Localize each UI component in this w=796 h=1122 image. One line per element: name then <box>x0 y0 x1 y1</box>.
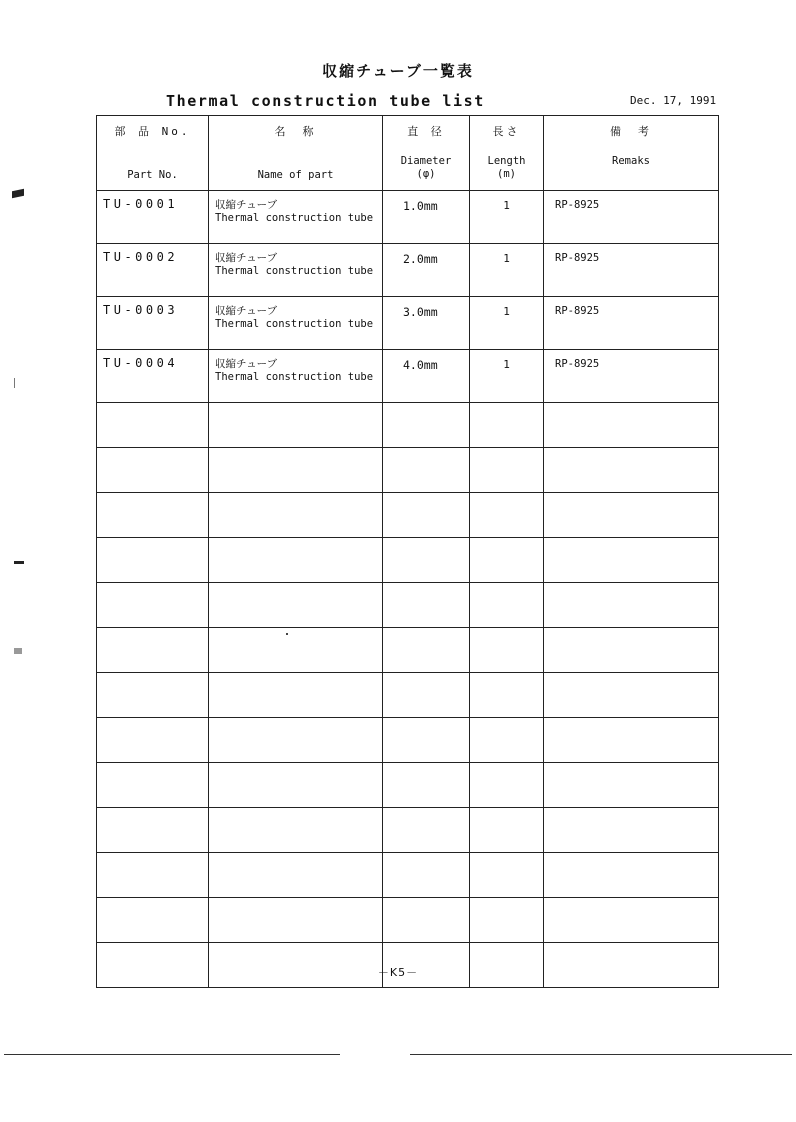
cell-diameter: 4.0mm <box>383 350 470 403</box>
empty-cell <box>470 403 544 448</box>
column-header-en-line1: Diameter <box>400 155 452 167</box>
column-header-en <box>470 155 543 181</box>
empty-cell <box>470 673 544 718</box>
empty-table-row <box>97 718 719 763</box>
cell-name <box>209 297 383 350</box>
column-header-jp: 直 径 <box>407 125 445 138</box>
column-header-en-line2: (m) <box>497 168 516 180</box>
cell-length: 1 <box>470 244 544 297</box>
empty-cell <box>470 718 544 763</box>
cell-diameter: 2.0mm <box>383 244 470 297</box>
cell-remarks: RP-8925 <box>544 297 719 350</box>
empty-cell <box>470 808 544 853</box>
cell-name-en: Thermal construction tube <box>215 371 374 383</box>
empty-cell <box>544 493 719 538</box>
scan-artifact-mark <box>14 648 22 654</box>
empty-table-row <box>97 673 719 718</box>
page-number: －K5－ <box>377 966 419 979</box>
column-header-en-line1: Length <box>487 155 526 167</box>
empty-table-row <box>97 898 719 943</box>
cell-diameter: 1.0mm <box>383 191 470 244</box>
column-header-en: Remaks <box>612 155 650 167</box>
empty-cell <box>209 718 383 763</box>
empty-table-row <box>97 538 719 583</box>
cell-remarks: RP-8925 <box>544 191 719 244</box>
bottom-rule-left <box>4 1054 340 1055</box>
empty-cell <box>209 628 383 673</box>
empty-cell <box>544 763 719 808</box>
empty-cell <box>544 448 719 493</box>
table-row <box>97 350 719 403</box>
column-header-en-line2: (φ) <box>416 168 436 180</box>
cell-name-en: Thermal construction tube <box>215 265 374 277</box>
empty-cell <box>383 493 470 538</box>
cell-name-jp: 収縮チューブ <box>215 252 278 264</box>
column-header-jp: 部 品 No. <box>114 125 191 138</box>
empty-cell <box>97 493 209 538</box>
empty-cell <box>470 583 544 628</box>
empty-cell <box>544 403 719 448</box>
cell-length: 1 <box>470 191 544 244</box>
empty-cell <box>470 628 544 673</box>
empty-cell <box>97 628 209 673</box>
page-title-english: Thermal construction tube list <box>166 92 485 110</box>
cell-remarks: RP-8925 <box>544 350 719 403</box>
empty-cell <box>383 673 470 718</box>
cell-name <box>209 244 383 297</box>
cell-name-en: Thermal construction tube <box>215 212 374 224</box>
empty-cell <box>209 673 383 718</box>
cell-remarks: RP-8925 <box>544 244 719 297</box>
column-header-remarks <box>544 116 719 191</box>
table-header-row <box>97 116 719 191</box>
empty-cell <box>209 493 383 538</box>
empty-cell <box>209 808 383 853</box>
empty-cell <box>97 583 209 628</box>
empty-cell <box>383 718 470 763</box>
cell-diameter: 3.0mm <box>383 297 470 350</box>
empty-cell <box>209 448 383 493</box>
empty-cell <box>470 493 544 538</box>
table-row <box>97 191 719 244</box>
cell-name-en: Thermal construction tube <box>215 318 374 330</box>
empty-cell <box>97 538 209 583</box>
column-header-diameter <box>383 116 470 191</box>
empty-cell <box>383 538 470 583</box>
empty-cell <box>209 538 383 583</box>
column-header-en: Name of part <box>257 169 334 181</box>
cell-part-no: TU-0003 <box>97 297 209 350</box>
empty-cell <box>97 898 209 943</box>
cell-part-no: TU-0001 <box>97 191 209 244</box>
empty-cell <box>544 583 719 628</box>
cell-name-jp: 収縮チューブ <box>215 305 278 317</box>
cell-name <box>209 350 383 403</box>
empty-cell <box>97 448 209 493</box>
column-header-en <box>383 155 469 181</box>
empty-cell <box>544 898 719 943</box>
document-date: Dec. 17, 1991 <box>630 94 717 107</box>
empty-cell <box>383 853 470 898</box>
column-header-name <box>209 116 383 191</box>
empty-table-row <box>97 628 719 673</box>
cell-part-no: TU-0004 <box>97 350 209 403</box>
cell-length: 1 <box>470 297 544 350</box>
column-header-jp: 名 称 <box>274 125 317 138</box>
empty-table-row <box>97 853 719 898</box>
parts-table <box>96 115 719 988</box>
empty-cell <box>209 583 383 628</box>
cell-name-jp: 収縮チューブ <box>215 199 278 211</box>
column-header-jp: 長さ <box>492 125 521 138</box>
empty-cell <box>209 403 383 448</box>
table-body <box>97 191 719 988</box>
table-row <box>97 244 719 297</box>
page-title-japanese: 収縮チューブ一覧表 <box>322 62 474 80</box>
empty-cell <box>544 628 719 673</box>
empty-cell <box>383 808 470 853</box>
empty-table-row <box>97 403 719 448</box>
empty-cell <box>97 403 209 448</box>
empty-cell <box>470 763 544 808</box>
scan-artifact-mark <box>14 561 24 564</box>
empty-cell <box>209 898 383 943</box>
empty-cell <box>544 853 719 898</box>
scan-artifact-mark <box>14 378 15 388</box>
empty-cell <box>544 718 719 763</box>
column-header-en: Part No. <box>127 169 178 181</box>
empty-table-row <box>97 583 719 628</box>
empty-table-row <box>97 448 719 493</box>
empty-table-row <box>97 493 719 538</box>
column-header-part-no <box>97 116 209 191</box>
empty-cell <box>470 853 544 898</box>
empty-cell <box>97 808 209 853</box>
empty-cell <box>209 763 383 808</box>
empty-cell <box>209 853 383 898</box>
empty-cell <box>383 898 470 943</box>
empty-cell <box>97 673 209 718</box>
table-row <box>97 297 719 350</box>
empty-table-row <box>97 808 719 853</box>
empty-cell <box>383 628 470 673</box>
empty-cell <box>383 763 470 808</box>
empty-cell <box>97 763 209 808</box>
empty-cell <box>544 808 719 853</box>
scan-artifact-mark <box>12 189 24 199</box>
empty-cell <box>470 538 544 583</box>
empty-cell <box>97 718 209 763</box>
cell-name-jp: 収縮チューブ <box>215 358 278 370</box>
empty-cell <box>470 898 544 943</box>
empty-cell <box>383 448 470 493</box>
cell-part-no: TU-0002 <box>97 244 209 297</box>
cell-length: 1 <box>470 350 544 403</box>
empty-cell <box>97 853 209 898</box>
cell-name <box>209 191 383 244</box>
column-header-jp: 備 考 <box>610 125 652 138</box>
empty-cell <box>544 673 719 718</box>
empty-cell <box>544 538 719 583</box>
column-header-length <box>470 116 544 191</box>
empty-cell <box>383 403 470 448</box>
empty-table-row <box>97 763 719 808</box>
empty-cell <box>383 583 470 628</box>
scan-artifact-dot <box>286 633 288 635</box>
bottom-rule-right <box>410 1054 792 1055</box>
empty-cell <box>470 448 544 493</box>
